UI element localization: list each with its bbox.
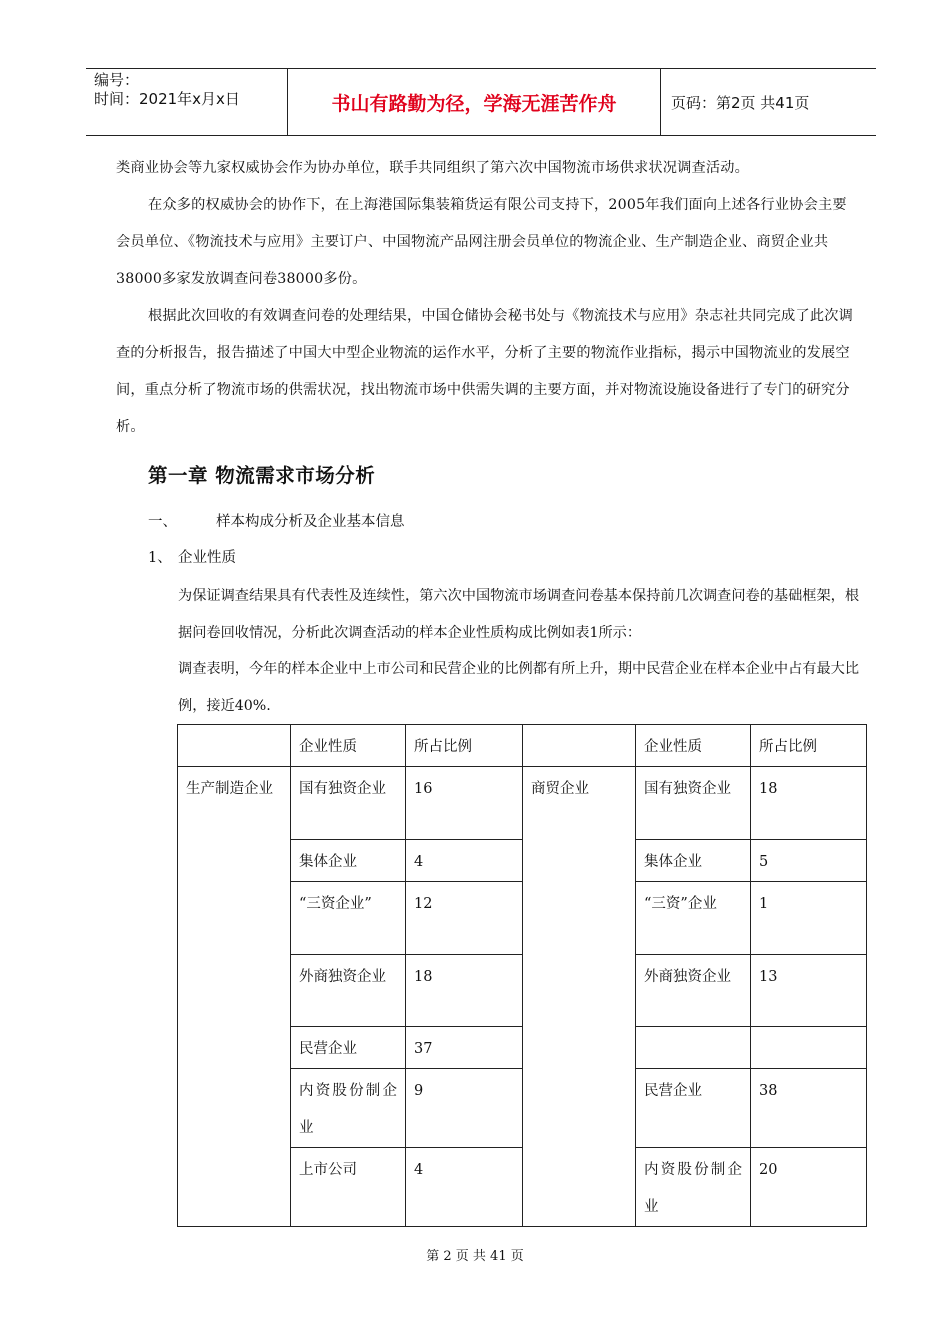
table-cell-ratio: 18 — [751, 767, 867, 840]
table-cell-ratio: 1 — [751, 882, 867, 955]
header-meta — [86, 69, 288, 135]
table-row — [178, 767, 867, 840]
table-cell-nature-text: 外商独资企业 — [644, 969, 731, 985]
time-label: 时间：2021年x月x日 — [94, 90, 240, 108]
table-cell-nature: 集体企业 — [636, 840, 751, 882]
table-cell-nature-text: 国有独资企业 — [299, 781, 386, 797]
table-cell-ratio: 20 — [751, 1148, 867, 1227]
table-cell-nature — [291, 1069, 406, 1148]
table-header-empty — [178, 725, 291, 767]
section-body — [178, 578, 868, 724]
table-cell-nature: 上市公司 — [291, 1148, 406, 1227]
page-footer: 第 2 页 共 41 页 — [426, 1249, 524, 1264]
table-cell-nature — [636, 1148, 751, 1227]
page-header — [86, 68, 876, 136]
code-label: 编号： — [94, 71, 140, 89]
table-cell-nature-text: 内资股份制企业 — [644, 1162, 742, 1215]
table-cell-nature-text: 外商独资企业 — [299, 969, 386, 985]
chapter-title: 第一章 物流需求市场分析 — [148, 464, 376, 487]
section-heading-1 — [148, 510, 405, 531]
table-cell-ratio: 5 — [751, 840, 867, 882]
table-cell-ratio: 12 — [406, 882, 523, 955]
table-cell-nature-text: “三资企业” — [299, 896, 372, 912]
table-cell-nature — [636, 767, 751, 840]
table-cell-ratio: 18 — [406, 955, 523, 1027]
table-cell-ratio: 37 — [406, 1027, 523, 1069]
paragraph-3: 根据此次回收的有效调查问卷的处理结果，中国仓储协会秘书处与《物流技术与应用》杂志社共同完成了此次调查的分析报告，报告描述了中国大中型企业物流的运作水平，分析了主要的物流作业指标，揭示中国物流业的发展空间，重点分析了物流市场的供需状况，找出物流市场中供需失调的主要方面，并对物流设施设备进行了专门的研究分析。 — [116, 308, 853, 435]
section-body-line-2: 调查表明，今年的样本企业中上市公司和民营企业的比例都有所上升，期中民营企业在样本企业中占有最大比例，接近40%. — [178, 661, 860, 714]
table-cell-nature — [291, 882, 406, 955]
table-cell-ratio: 16 — [406, 767, 523, 840]
table-header-nature: 企业性质 — [291, 725, 406, 767]
table-cell-nature: 民营企业 — [291, 1027, 406, 1069]
table-header-nature: 企业性质 — [636, 725, 751, 767]
table-cell-ratio: 9 — [406, 1069, 523, 1148]
table-header-ratio: 所占比例 — [751, 725, 867, 767]
table-header-row — [178, 725, 867, 767]
group-label-manufacturing — [178, 767, 291, 1227]
table-cell-ratio: 4 — [406, 840, 523, 882]
paragraph-1: 类商业协会等九家权威协会作为协办单位，联手共同组织了第六次中国物流市场供求状况调查活动。 — [116, 160, 750, 176]
table-cell-nature — [636, 882, 751, 955]
table-cell-nature — [636, 955, 751, 1027]
section-body-line-1: 为保证调查结果具有代表性及连续性，第六次中国物流市场调查问卷基本保持前几次调查问卷的基础框架，根据问卷回收情况，分析此次调查活动的样本企业性质构成比例如表1所示： — [178, 588, 860, 641]
table-cell-ratio: 13 — [751, 955, 867, 1027]
table-cell-nature: 集体企业 — [291, 840, 406, 882]
table-cell-nature-text: “三资”企业 — [644, 896, 717, 912]
section-heading-2 — [148, 546, 236, 567]
table-cell-ratio — [751, 1027, 867, 1069]
table-cell-nature: 民营企业 — [636, 1069, 751, 1148]
table-cell-ratio: 38 — [751, 1069, 867, 1148]
paragraph-2: 在众多的权威协会的协作下，在上海港国际集装箱货运有限公司支持下，2005年我们面向上述各行业协会主要会员单位、《物流技术与应用》主要订户、中国物流产品网注册会员单位的物流企业、生产制造企业、商贸企业共38000多家发放调查问卷38000多份。 — [116, 197, 847, 287]
group-label-commerce: 商贸企业 — [523, 767, 636, 1227]
table-cell-nature-text: 内资股份制企业 — [299, 1083, 397, 1136]
table-cell-nature-text: 国有独资企业 — [644, 781, 731, 797]
section-1-title: 样本构成分析及企业基本信息 — [216, 514, 405, 530]
header-motto: 书山有路勤为径，学海无涯苦作舟 — [288, 69, 661, 135]
table-header-empty — [523, 725, 636, 767]
table-cell-ratio: 4 — [406, 1148, 523, 1227]
table-header-ratio: 所占比例 — [406, 725, 523, 767]
section-1-number: 一、 — [148, 514, 177, 530]
table-cell-nature — [291, 767, 406, 840]
group-label-manufacturing-text: 生产制造企业 — [186, 781, 273, 797]
section-2-number: 1、 — [148, 550, 172, 566]
section-2-title: 企业性质 — [178, 550, 236, 566]
enterprise-nature-table — [177, 724, 867, 1227]
table-cell-nature — [636, 1027, 751, 1069]
table-cell-nature — [291, 955, 406, 1027]
header-page-number: 页码：第2页 共41页 — [671, 93, 810, 112]
